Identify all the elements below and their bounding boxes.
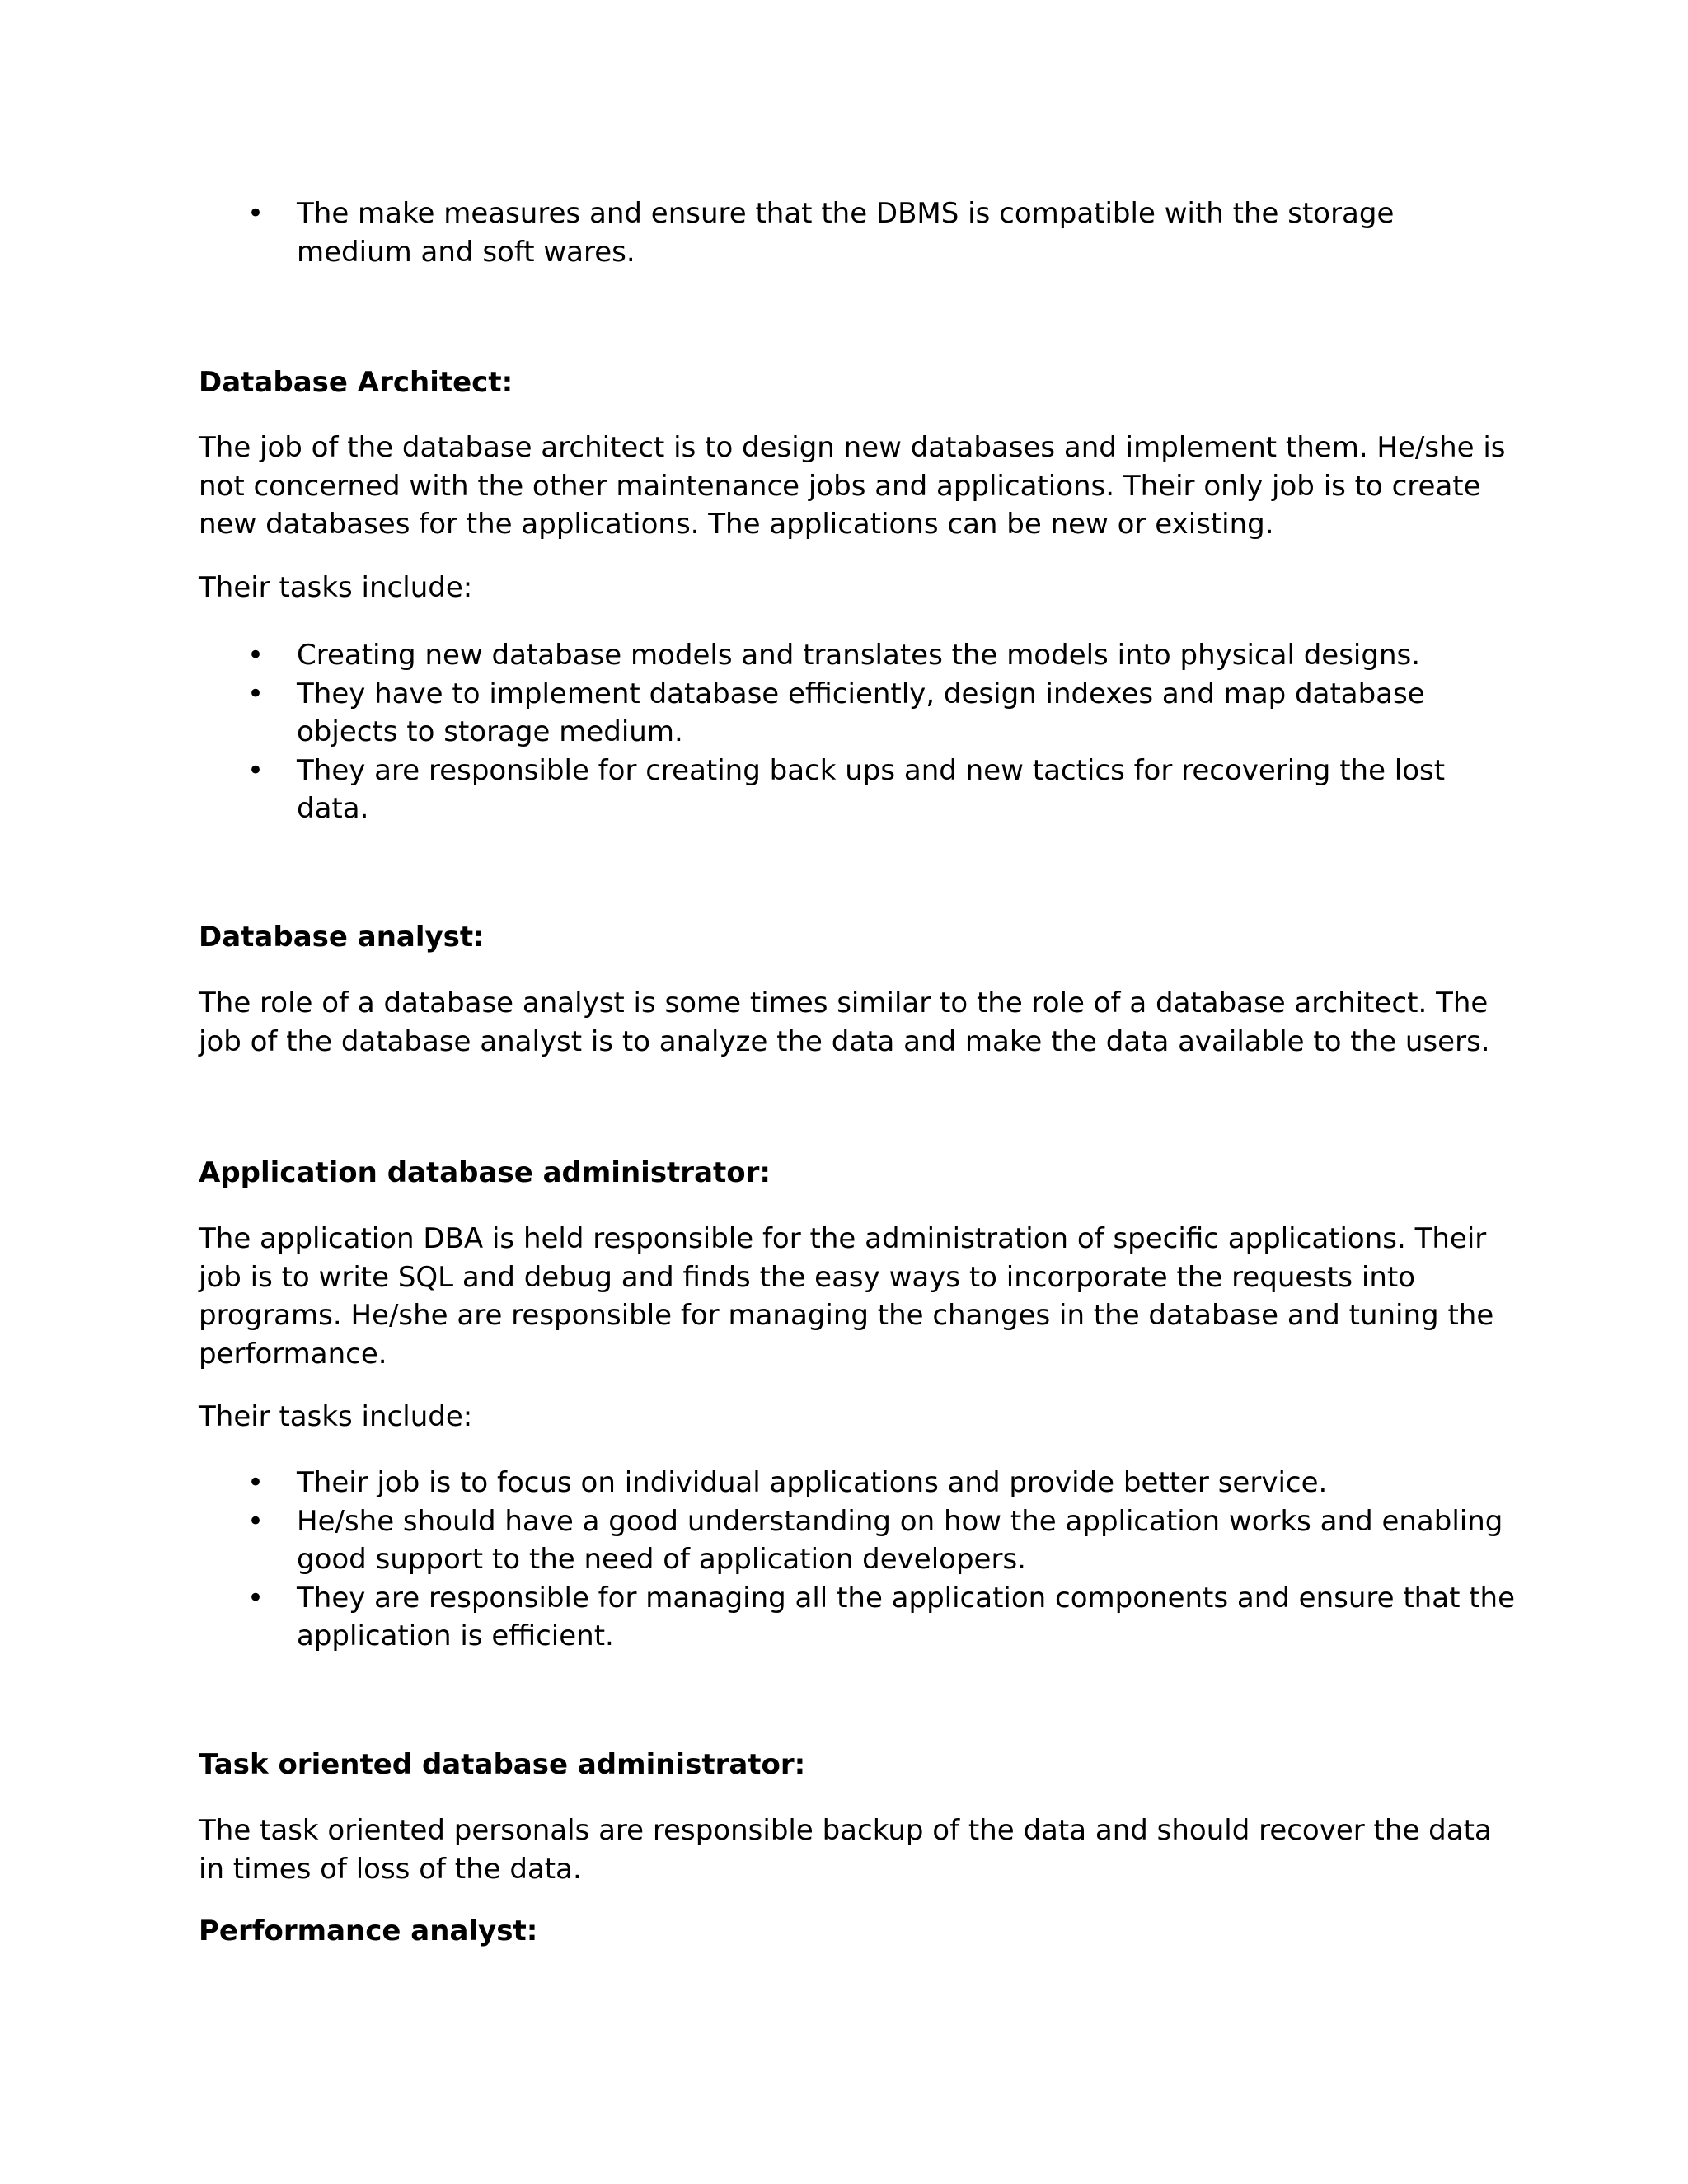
list-item [199,1579,1517,1656]
section-paragraph: The role of a database analyst is some times similar to the role of a database architect. The job of the database analyst is to analyze the data and make the data available to the users. [199,987,1490,1058]
section-heading-application-dba: Application database administrator: [199,1156,771,1189]
section-paragraph: The task oriented personals are responsible backup of the data and should recover the data in times of loss of the data. [199,1814,1492,1886]
intro-bullet-list [199,194,1517,271]
list-item [199,194,1517,271]
list-item [199,675,1517,752]
section-heading-database-analyst: Database analyst: [199,921,485,954]
section-paragraph: Their tasks include: [199,571,473,604]
list-item-text: They are responsible for managing all the application components and ensure that the application is efficient. [297,1581,1516,1652]
bullet-icon: • [247,639,265,672]
bullet-icon: • [247,1504,265,1538]
list-item [199,1464,1517,1502]
bullet-icon: • [247,677,265,710]
section-paragraph: The application DBA is held responsible for the administration of specific applications. Their job is to write SQL and debug and finds the easy ways to incorporate the requests into programs. He/she are responsible for managing the changes in the database and tuning the performance. [199,1222,1494,1371]
section-heading-database-architect: Database Architect: [199,366,513,399]
list-item-text: Creating new database models and translates the models into physical designs. [297,639,1421,672]
list-item [199,752,1517,828]
list-item-text: They have to implement database efficiently, design indexes and map database objects to storage medium. [297,677,1425,748]
bullet-icon: • [247,1581,265,1615]
bullet-icon: • [247,753,265,787]
section-heading-task-oriented-dba: Task oriented database administrator: [199,1748,806,1781]
list-item-text: The make measures and ensure that the DBMS is compatible with the storage medium and soft wares. [297,197,1395,269]
list-item-text: They are responsible for creating back ups and new tactics for recovering the lost data. [297,753,1446,825]
list-item [199,636,1517,675]
section-paragraph: Their tasks include: [199,1400,473,1433]
list-item-text: He/she should have a good understanding on how the application works and enabling good support to the need of application developers. [297,1504,1503,1576]
section-heading-performance-analyst: Performance analyst: [199,1915,538,1947]
section-paragraph: The job of the database architect is to design new databases and implement them. He/she is not concerned with the other maintenance jobs and applications. Their only job is to create new databases for the applications. The applications can be new or existing. [199,431,1506,541]
list-item-text: Their job is to focus on individual applications and provide better service. [297,1466,1328,1499]
architect-task-list [199,636,1517,828]
bullet-icon: • [247,1466,265,1499]
list-item [199,1502,1517,1579]
application-dba-task-list [199,1464,1517,1656]
bullet-icon: • [247,197,265,230]
